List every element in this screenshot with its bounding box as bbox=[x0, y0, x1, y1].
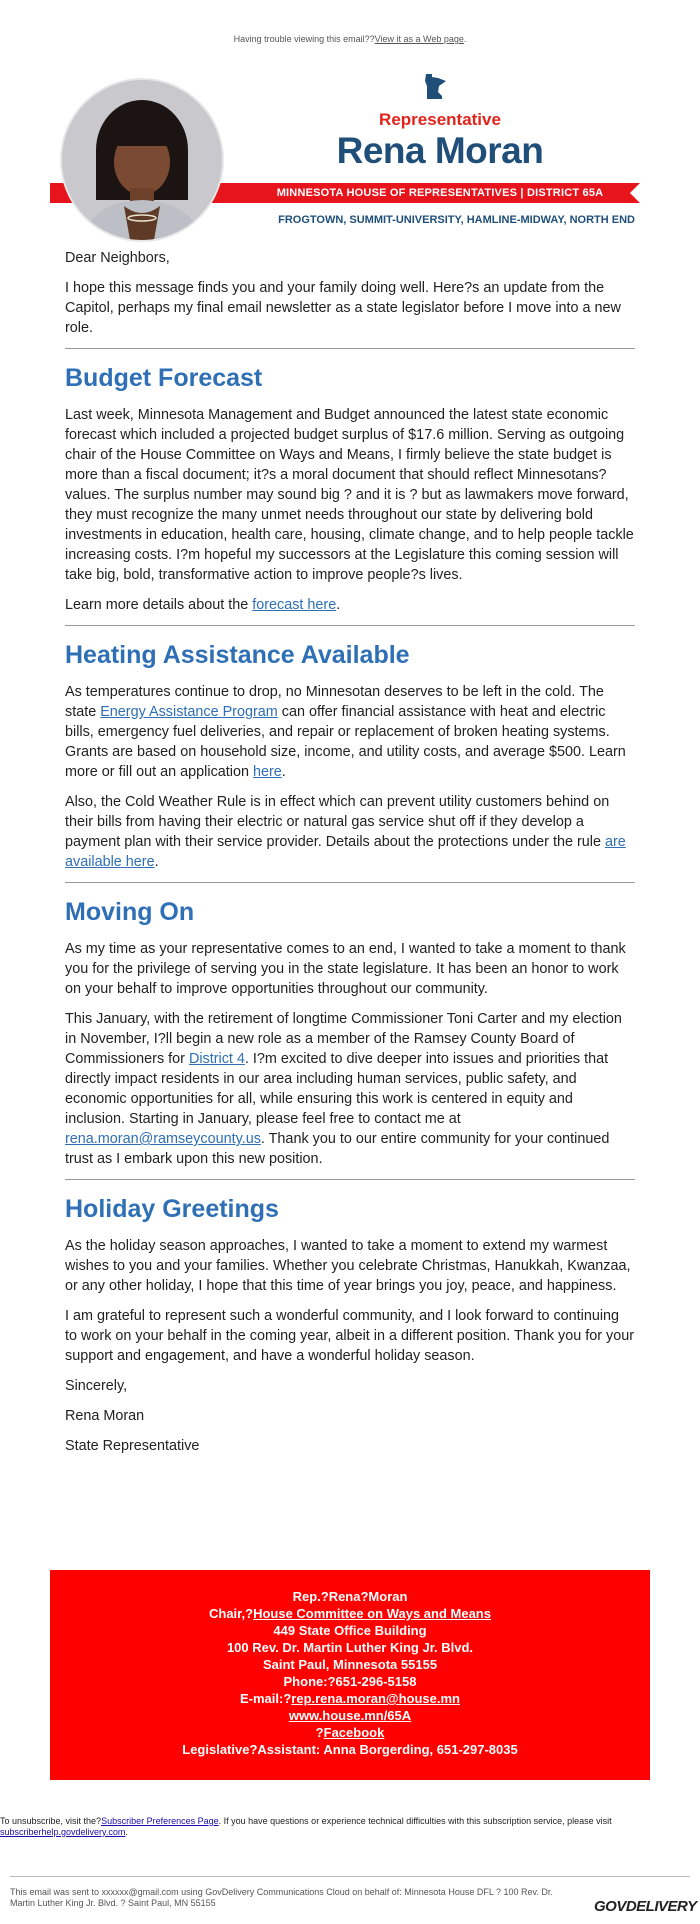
cold-weather-paragraph bbox=[65, 792, 635, 872]
cold-weather-rule-link[interactable]: are available here bbox=[65, 834, 626, 870]
gratitude-paragraph: I am grateful to represent such a wonderful community, and I look forward to continuing to work on your behalf in the coming year, albeit in a different position. Thank you for your support and engagement, and have a wonderful holiday season. bbox=[65, 1308, 635, 1364]
text-run: . bbox=[281, 764, 286, 780]
contact-city: Saint Paul, Minnesota 55155 bbox=[262, 1657, 438, 1672]
contact-chair bbox=[50, 1605, 650, 1622]
text-run: To unsubscribe, visit the? bbox=[0, 1816, 102, 1826]
contact-web bbox=[50, 1707, 650, 1724]
budget-paragraph: Last week, Minnesota Management and Budget announced the latest state economic forecast which included a projected budget surplus of $17.6 million. Serving as outgoing chair of the House Committee on Ways and Means, I firmly believe the state budget is more than a fiscal document; it?s a moral document that should reflect Minnesotans? values. The surplus number may sound big ? and it is ? but as lawmakers move forward, they must recognize the many unmet needs throughout our state by delivering bold investments in education, health care, housing, climate change, and to help people tackle increasing costs. I?m hopeful my successors at the Legislature this coming session will take big, bold, transformative action to improve people?s lives. bbox=[65, 407, 634, 583]
text-run: . bbox=[125, 1827, 128, 1837]
contact-office: 449 State Office Building bbox=[273, 1623, 427, 1638]
section-divider bbox=[65, 1179, 635, 1180]
contact-email bbox=[50, 1690, 650, 1707]
contact-street: 100 Rev. Dr. Martin Luther King Jr. Blvd. bbox=[226, 1640, 474, 1655]
minnesota-map-icon bbox=[422, 72, 450, 100]
text-run: As temperatures continue to drop, no Minnesotan deserves to be left in the cold. The state bbox=[65, 684, 604, 720]
contact-facebook bbox=[50, 1724, 650, 1741]
text-run: This January, with the retirement of longtime Commissioner Toni Carter and my election in November, I?ll begin a new role as a member of the Ramsey County Board of Commissioners for bbox=[65, 1011, 622, 1067]
new-role-paragraph bbox=[65, 1009, 635, 1169]
forecast-link[interactable]: forecast here bbox=[252, 597, 337, 613]
budget-heading: Budget Forecast bbox=[65, 364, 263, 392]
text-run: Learn more details about the bbox=[65, 597, 253, 613]
contact-assistant: Legislative?Assistant: Anna Borgerding, 651-297-8035 bbox=[182, 1742, 518, 1757]
signature-name: Rena Moran bbox=[65, 1408, 145, 1424]
application-link[interactable]: here bbox=[252, 764, 282, 780]
text-run: . If you have questions or experience technical difficulties with this subscription service, please visit bbox=[218, 1816, 612, 1826]
text-run: Chair,? bbox=[209, 1606, 254, 1621]
unsubscribe-notice bbox=[0, 1816, 700, 1838]
text-run: can offer financial assistance with heat and electric bills, emergency fuel deliveries, and repair or replacement of broken heating systems. Grants are based on household size, income, and utility costs, and average $500. Learn more or fill out an application bbox=[65, 704, 626, 780]
text-run: E-mail:? bbox=[239, 1691, 292, 1706]
representative-name: Rena Moran bbox=[336, 130, 544, 171]
text-run: ? bbox=[315, 1725, 324, 1740]
web-page-link[interactable]: View it as a Web page bbox=[374, 34, 464, 44]
preheader-trail: . bbox=[463, 34, 467, 44]
text-run: . bbox=[154, 854, 159, 870]
preheader-text: Having trouble viewing this email?? bbox=[233, 34, 375, 44]
committee-link[interactable]: House Committee on Ways and Means bbox=[253, 1606, 491, 1621]
budget-more-paragraph bbox=[65, 595, 635, 615]
facebook-link[interactable]: Facebook bbox=[323, 1725, 385, 1740]
portrait-photo bbox=[60, 78, 224, 242]
greeting: Dear Neighbors, bbox=[65, 250, 170, 266]
contact-box bbox=[50, 1570, 650, 1780]
text-run: . I?m excited to dive deeper into issues and priorities that directly impact residents in our area including human services, public safety, and economic opportunities for all, while ensuring this work is centered in equity and inclusion. Starting in January, please feel free to contact me at bbox=[65, 1051, 609, 1127]
holiday-heading: Holiday Greetings bbox=[65, 1195, 279, 1223]
govdelivery-logo[interactable]: GOVDELIVERY bbox=[594, 1898, 697, 1915]
signature-title: State Representative bbox=[65, 1438, 200, 1454]
contact-phone: Phone:?651-296-5158 bbox=[283, 1674, 417, 1689]
footer-divider bbox=[10, 1876, 690, 1877]
heating-heading: Heating Assistance Available bbox=[65, 641, 410, 669]
preheader bbox=[0, 34, 700, 44]
district-4-link[interactable]: District 4 bbox=[188, 1051, 245, 1067]
contact-name: Rep.?Rena?Moran bbox=[292, 1589, 408, 1604]
section-divider bbox=[65, 882, 635, 883]
moving-on-heading: Moving On bbox=[65, 898, 195, 926]
moving-on-paragraph: As my time as your representative comes to an end, I wanted to take a moment to thank you for the privilege of serving you in the state legislature. It has been an honor to work on your behalf to improve opportunities throughout our community. bbox=[65, 941, 626, 997]
subscriber-preferences-link[interactable]: Subscriber Preferences Page bbox=[101, 1816, 219, 1826]
district-areas: FROGTOWN, SUMMIT-UNIVERSITY, HAMLINE-MIDWAY, NORTH END bbox=[278, 214, 635, 226]
text-run: Also, the Cold Weather Rule is in effect which can prevent utility customers behind on their bills from having their electric or natural gas service shut off if they develop a payment plan with their service provider. Details about the protections under the rule bbox=[65, 794, 610, 850]
holiday-paragraph: As the holiday season approaches, I wanted to take a moment to extend my warmest wishes to you and your families. Whether you celebrate Christmas, Hanukkah, Kwanzaa, or any other holiday, I hope that this time of year brings you joy, peace, and happiness. bbox=[65, 1238, 631, 1294]
section-divider bbox=[65, 625, 635, 626]
website-link[interactable]: www.house.mn/65A bbox=[288, 1708, 412, 1723]
subscriber-help-link[interactable]: subscriberhelp.govdelivery.com bbox=[0, 1827, 126, 1837]
email-link[interactable]: rep.rena.moran@house.mn bbox=[291, 1691, 460, 1706]
newsletter-body bbox=[65, 248, 635, 1466]
text-run: . Thank you to our entire community for your continued trust as I embark upon this new position. bbox=[65, 1131, 610, 1167]
intro-paragraph: I hope this message finds you and your family doing well. Here?s an update from the Capitol, perhaps my final email newsletter as a state legislator before I move into a new role. bbox=[65, 280, 621, 336]
energy-assistance-link[interactable]: Energy Assistance Program bbox=[100, 704, 278, 720]
newsletter-header bbox=[50, 70, 650, 240]
sent-notice: This email was sent to xxxxxx@gmail.com using GovDelivery Communications Cloud on behalf of: Minnesota House DFL ? 100 Rev. Dr. Martin Luther King Jr. Blvd. ? Saint Paul, MN 55155 bbox=[10, 1887, 553, 1908]
representative-label: Representative bbox=[379, 110, 501, 129]
section-divider bbox=[65, 348, 635, 349]
closing: Sincerely, bbox=[65, 1378, 128, 1394]
text-run: . bbox=[336, 597, 341, 613]
district-banner-text: MINNESOTA HOUSE OF REPRESENTATIVES | DISTRICT 65A bbox=[276, 187, 604, 199]
heating-paragraph bbox=[65, 682, 635, 782]
portrait-illustration bbox=[62, 80, 222, 240]
ramsey-email-link[interactable]: rena.moran@ramseycounty.us bbox=[65, 1131, 261, 1147]
